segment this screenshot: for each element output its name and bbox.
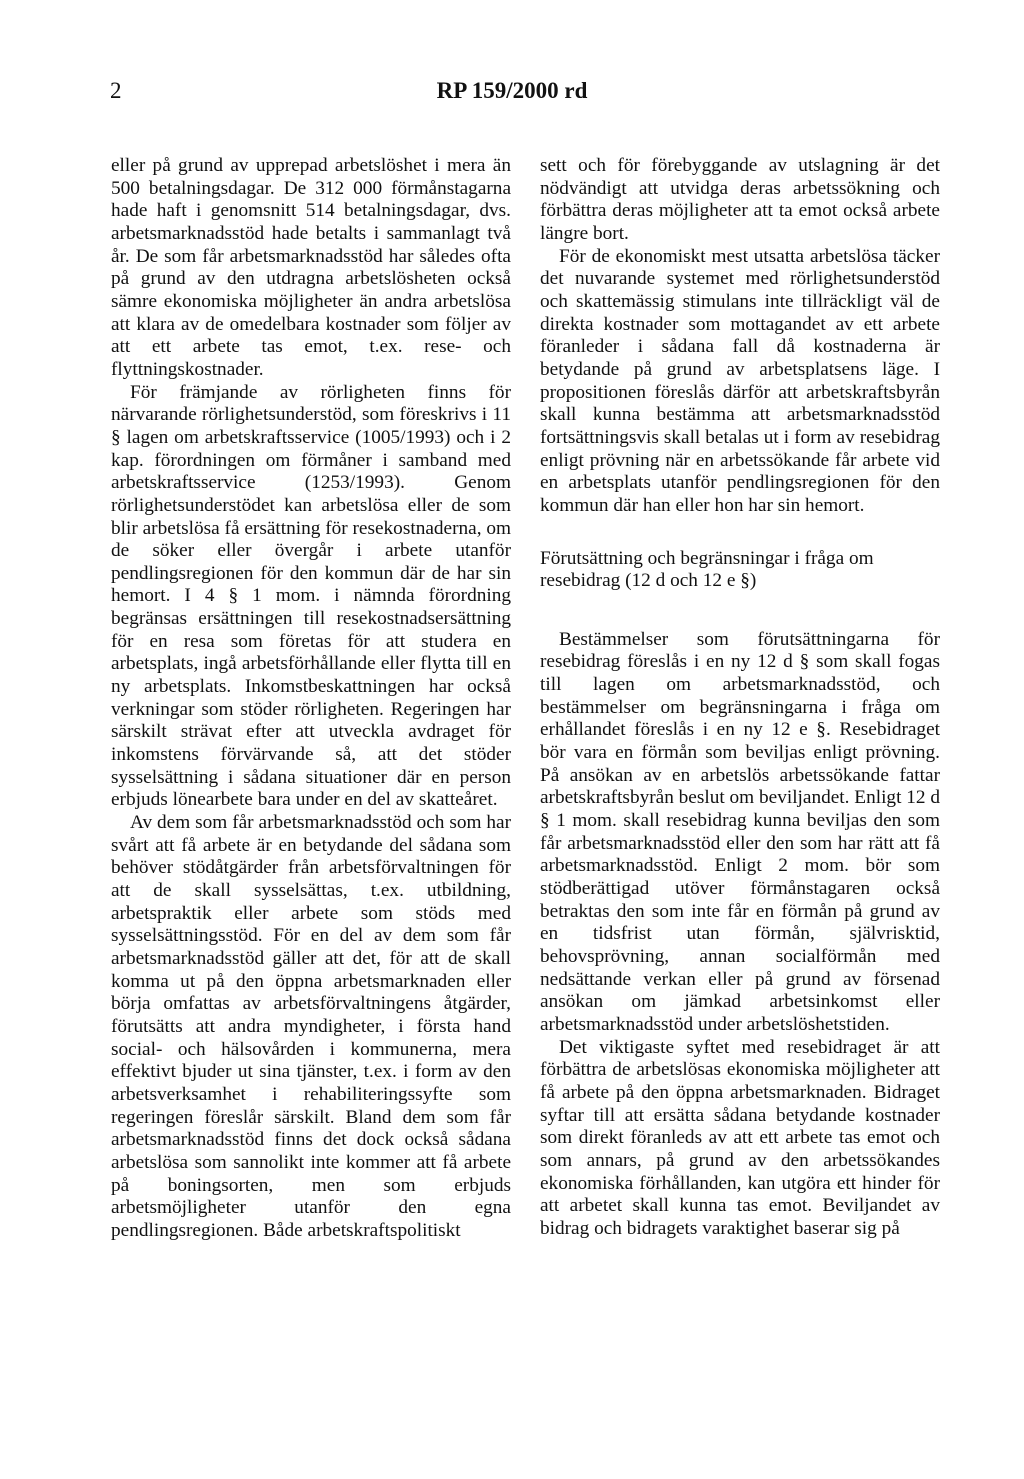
body-paragraph: Av dem som får arbetsmarknadsstöd och som har svårt att få arbete är en betydande del sådana som behöver stödåtgärder från arbetsförvaltningen för att de skall sysselsättas, t.ex. utbildning, arbetspraktik eller arbete som stöds med sysselsättningsstöd. För en del av dem som får arbetsmarknadsstöd gäller att det, för att de skall komma ut på den öppna arbetsmarknaden eller börja omfattas av arbetsförvaltningens åtgärder, förutsätts att andra myndigheter, i första hand social- och hälsovården i kommunerna, mera effektivt bjuder ut sina tjänster, t.ex. i form av den arbetsverksamhet i rehabiliteringssyfte som regeringen föreslår särskilt. Bland dem som får arbetsmarknadsstöd finns det dock också sådana arbetslösa som sannolikt inte kommer att få arbete på boningsorten, men som erbjuds arbetsmöjligheter utanför den egna pendlingsregionen. Både arbetskraftspolitiskt bbox=[111, 812, 511, 1241]
body-paragraph: Bestämmelser som förutsättningarna för resebidrag föreslås i en ny 12 d § som skall fogas till lagen om arbetsmarknadsstöd, och bestämmelser om begränsningarna i fråga om erhållandet föreslås i en ny 12 e §. Resebidraget bör vara en förmån som beviljas enligt prövning. På ansökan av en arbetslös arbetssökande fattar arbetskraftsbyrån beslut om beviljandet. Enligt 12 d § 1 mom. skall resebidrag kunna beviljas den som får arbetsmarknadsstöd eller den som har rätt att få arbetsmarknadsstöd. Enligt 2 mom. bör som stödberättigad utöver förmånstagaren också betraktas den som inte får en förmån på grund av en tidsfrist utan förmån, självrisktid, behovsprövning, annan socialförmån med nedsättande verkan eller på grund av försenad ansökan om jämkad arbetsinkomst eller arbetsmarknadsstöd under arbetslöshetstiden. bbox=[540, 628, 940, 1035]
right-column bbox=[540, 155, 940, 1241]
document-reference: RP 159/2000 rd bbox=[436, 78, 588, 103]
body-paragraph: sett och för förebyggande av utslagning är det nödvändigt att utvidga deras arbetssökning och förbättra deras möjligheter att ta emot också arbete längre bort. bbox=[540, 155, 940, 244]
left-column bbox=[111, 155, 511, 1243]
section-heading: Förutsättning och begränsningar i fråga om resebidrag (12 d och 12 e §) bbox=[540, 547, 874, 592]
page-number: 2 bbox=[110, 78, 122, 103]
body-paragraph: För främjande av rörligheten finns för närvarande rörlighetsunderstöd, som föreskrivs i 11 § lagen om arbetskraftsservice (1005/1993) och i 2 kap. förordningen om förmåner i samband med arbetskraftsservice (1253/1993). Genom rörlighetsunderstödet kan arbetslösa eller de som blir arbetslösa få ersättning för resekostnaderna, om de söker eller övergår i arbete utanför pendlingsregionen för den kommun där de har sin hemort. I 4 § 1 mom. i nämnda förordning begränsas ersättningen till resekostnadsersättning för en resa som företas för att studera en arbetsplats, ingå arbetsförhållande eller flytta till en ny arbetsplats. Inkomstbeskattningen har också verkningar som stöder rörligheten. Regeringen har särskilt strävat efter att utveckla avdraget för inkomstens förvärvande så, att det stöder sysselsättning i sådana situationer där en person erbjuds lönearbete bara under en del av skatteåret. bbox=[111, 381, 511, 811]
body-paragraph: eller på grund av upprepad arbetslöshet i mera än 500 betalningsdagar. De 312 000 förmånstagarna hade haft i genomsnitt 514 betalningsdagar, dvs. arbetsmarknadsstöd hade betalts i sammanlagt två år. De som får arbetsmarknadsstöd har således ofta på grund av den utdragna arbetslösheten också sämre ekonomiska möjligheter än andra arbetslösa att klara av de omedelbara kostnader som följer av att ett arbete tas emot, t.ex. rese- och flyttningskostnader. bbox=[111, 155, 511, 380]
body-paragraph: Det viktigaste syftet med resebidraget är att förbättra de arbetslösas ekonomiska möjligheter att få arbete på den öppna arbetsmarknaden. Bidraget syftar till att ersätta sådana betydande kostnader som direkt föranleds av att ett arbete tas emot och som annars, på grund av den arbetssökandes ekonomiska förhållanden, kan utgöra ett hinder för att arbetet skall kunna tas emot. Beviljandet av bidrag och bidragets varaktighet baserar sig på bbox=[540, 1036, 940, 1239]
body-paragraph: För de ekonomiskt mest utsatta arbetslösa täcker det nuvarande systemet med rörlighetsunderstöd och skattemässig stimulans inte tillräckligt väl de direkta kostnader som mottagandet av ett arbete föranleder i sådana fall då kostnaderna är betydande på grund av arbetsplatsens läge. I propositionen föreslås därför att arbetskraftsbyrån skall kunna bestämma att arbetsmarknadsstöd fortsättningsvis skall betalas ut i form av resebidrag enligt prövning när en arbetssökande får arbete vid en arbetsplats utanför pendlingsregionen för den kommun där han eller hon har sin hemort. bbox=[540, 245, 940, 516]
page-header bbox=[0, 76, 1024, 106]
